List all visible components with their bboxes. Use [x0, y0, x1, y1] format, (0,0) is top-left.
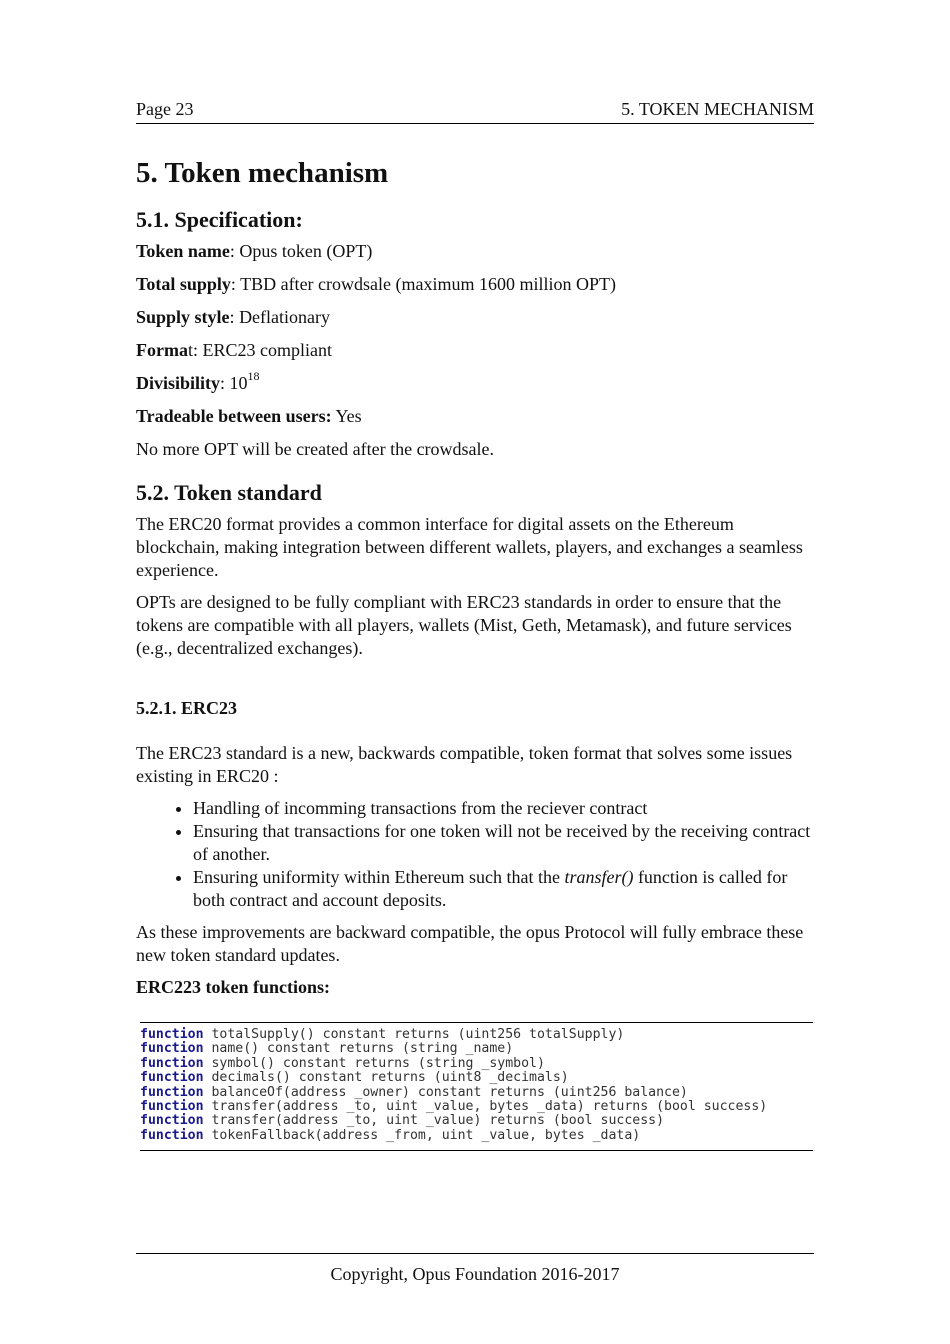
divisibility-base: 10: [229, 373, 248, 393]
spec-note: No more OPT will be created after the crowdsale.: [136, 439, 495, 459]
code-keyword: function: [140, 1055, 204, 1071]
transfer-function-name: transfer(): [564, 867, 634, 887]
divisibility-exponent: 18: [247, 369, 260, 383]
spec-value: Deflationary: [239, 307, 331, 327]
code-line: [140, 1071, 813, 1085]
spec-value: Yes: [331, 406, 362, 426]
spec-value: TBD after crowdsale (maximum 1600 million OPT): [240, 274, 617, 294]
code-signature: tokenFallback(address _from, uint _value, bytes _data): [203, 1127, 641, 1143]
code-signature: transfer(address _to, uint _value, bytes _data) returns (bool success): [203, 1099, 768, 1115]
code-block: [140, 1022, 813, 1151]
list-item: • Ensuring uniformity within Ethereum such that the transfer() function is called for both contract and account deposits.: [193, 866, 814, 912]
spec-label: Supply style: [136, 307, 230, 327]
spec-label: Token name: [136, 241, 230, 261]
standard-heading: 5.2. Token standard: [136, 480, 322, 505]
spec-item-tradeable: [136, 405, 814, 428]
code-keyword: function: [140, 1084, 204, 1100]
main-content: [136, 150, 814, 1151]
spec-label: Tradeable between users:: [136, 406, 332, 426]
code-line: [140, 1114, 813, 1128]
code-keyword: function: [140, 1099, 204, 1115]
code-signature: symbol() constant returns (string _symbol): [203, 1055, 545, 1071]
standard-paragraph-1: The ERC20 format provides a common interface for digital assets on the Ethereum blockchain, making integration between different wallets, players, and exchanges a seamless experience.: [136, 514, 803, 580]
spec-item: [136, 240, 814, 263]
spec-value: ERC23 compliant: [202, 340, 332, 360]
code-line: [140, 1086, 813, 1100]
list-item: • Handling of incomming transactions from the reciever contract: [193, 797, 814, 820]
list-item: • Ensuring that transactions for one token will not be received by the receiving contract of another.: [193, 820, 814, 866]
code-line: [140, 1042, 813, 1056]
code-signature: transfer(address _to, uint _value) returns (bool success): [203, 1113, 665, 1129]
erc23-bullet-list: [136, 797, 814, 912]
erc23-heading: 5.2.1. ERC23: [136, 698, 238, 718]
code-signature: totalSupply() constant returns (uint256 totalSupply): [203, 1027, 625, 1042]
page-header: [136, 97, 814, 124]
page-number: Page 23: [136, 99, 194, 119]
spec-item: [136, 273, 814, 296]
erc23-conclusion: As these improvements are backward compatible, the opus Protocol will fully embrace these new token standard updates.: [136, 922, 804, 965]
spec-heading: 5.1. Specification:: [136, 207, 303, 232]
standard-paragraph-2: OPTs are designed to be fully compliant with ERC23 standards in order to ensure that the tokens are compatible with all players, wallets (Mist, Geth, Metamask), and future services (e.g., decentralized exchanges).: [136, 592, 792, 658]
code-signature: balanceOf(address _owner) constant returns (uint256 balance): [203, 1084, 688, 1100]
code-keyword: function: [140, 1041, 204, 1057]
spec-label: Divisibility: [136, 373, 221, 393]
spec-label: Forma: [136, 340, 188, 360]
code-keyword: function: [140, 1070, 204, 1086]
functions-heading: ERC223 token functions:: [136, 977, 331, 997]
page-footer: Copyright, Opus Foundation 2016-2017: [136, 1253, 814, 1286]
spec-sep: :: [230, 274, 241, 294]
spec-item: [136, 339, 814, 362]
spec-list: [136, 240, 814, 461]
spec-value: Opus token (OPT): [239, 241, 373, 261]
code-signature: name() constant returns (string _name): [203, 1041, 514, 1057]
code-keyword: function: [140, 1113, 204, 1129]
code-keyword: function: [140, 1127, 204, 1143]
spec-sep: t:: [187, 340, 203, 360]
section-title: 5. Token mechanism: [136, 157, 389, 189]
code-line: [140, 1129, 813, 1143]
spec-sep: :: [229, 307, 240, 327]
erc23-intro: The ERC23 standard is a new, backwards compatible, token format that solves some issues existing in ERC20 :: [136, 743, 793, 786]
code-signature: decimals() constant returns (uint8 _decimals): [203, 1070, 569, 1086]
chapter-title: 5. TOKEN MECHANISM: [621, 99, 814, 119]
spec-sep: :: [229, 241, 240, 261]
spec-item-divisibility: Divisibility: $10^{18}$: [136, 369, 260, 393]
code-keyword: function: [140, 1027, 204, 1042]
spec-label: Total supply: [136, 274, 231, 294]
spec-item: [136, 306, 814, 329]
